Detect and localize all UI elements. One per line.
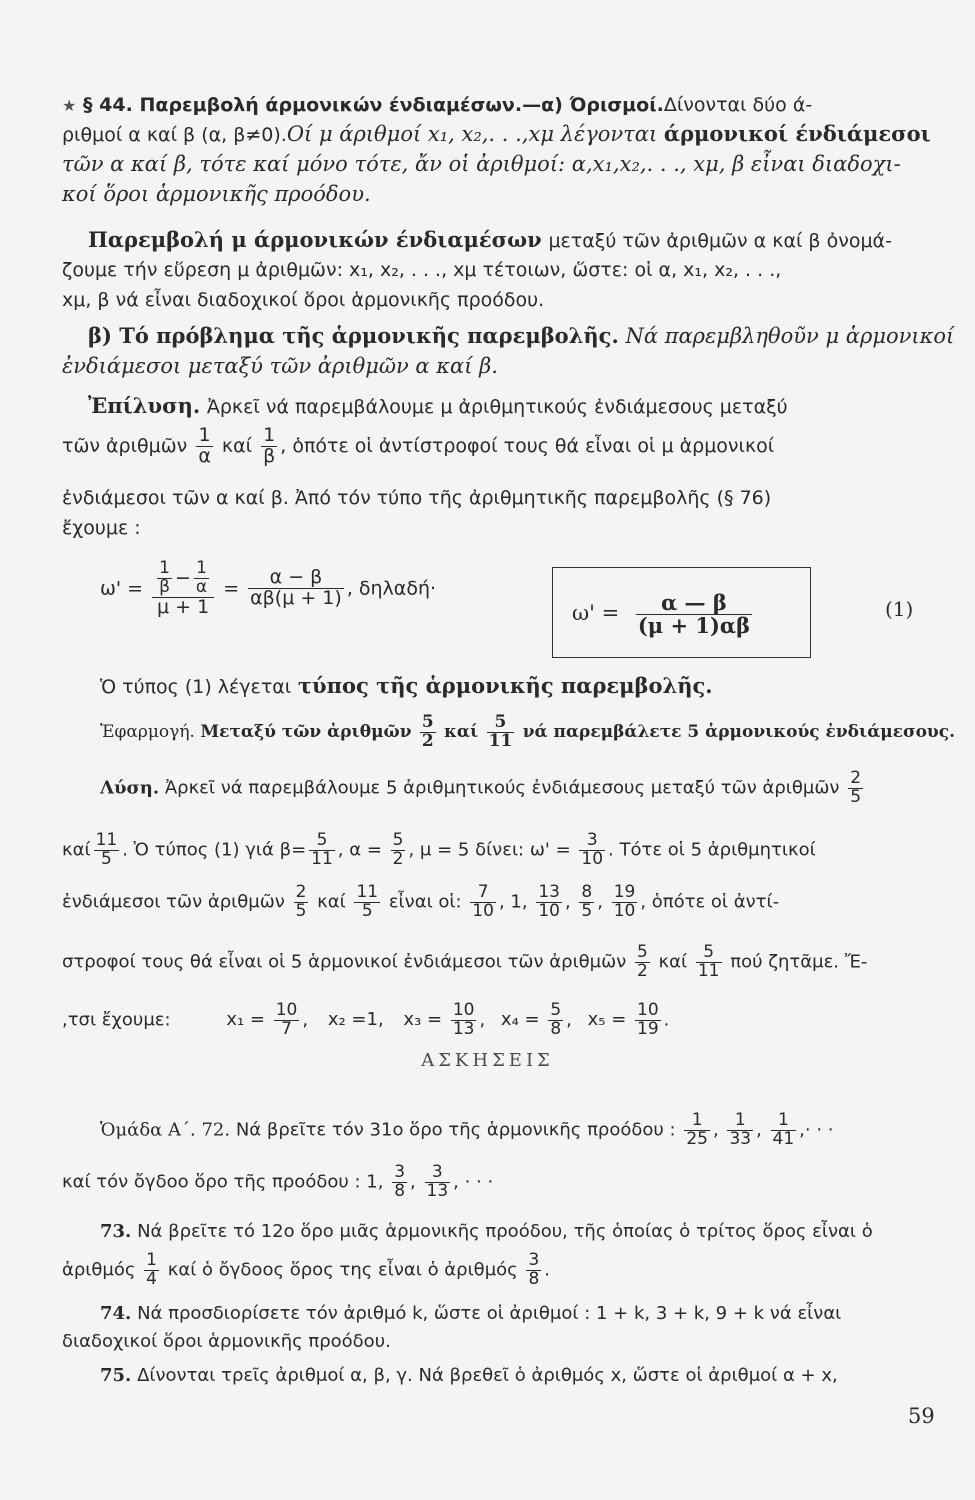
formula-compound-fraction: $\frac{1}{\beta}$ − $\frac{1}{\alpha}$ μ + 1 — [152, 560, 214, 618]
solution-bold: Ἐπίλυση. — [88, 393, 201, 418]
intro-line-4: κοί ὅροι ἁρμονικῆς προόδου. — [62, 182, 371, 206]
page-number: 59 — [908, 1404, 935, 1428]
application-label: Ἐφαρμογή. — [100, 721, 195, 742]
exercises-heading: ΑΣΚΗΣΕΙΣ — [421, 1050, 554, 1071]
problem-it1: Νά παρεμβληθοῦν μ ἁρμονικοί — [625, 324, 955, 348]
fraction-1-over-alpha: $\frac{1}{\alpha}$ — [198, 424, 211, 467]
solution-line3: ἐνδιάμεσοι τῶν α καί β. Ἀπό τόν τύπο τῆς ἀριθμητικῆς παρεμβολῆς (§ 76) — [62, 487, 772, 509]
application-line — [100, 712, 955, 751]
problem-line2: ἐνδιάμεσοι μεταξύ τῶν ἀριθμῶν α καί β. — [62, 354, 498, 378]
exercise-75-line1: 75. Δίνονται τρεῖς ἀριθμοί α, β, γ. Νά βρεθεῖ ὁ ἀριθμός x, ὥστε οἱ ἀριθμοί α + x, — [100, 1365, 838, 1386]
application-text2: νά παρεμβάλετε 5 ἁρμονικούς ἐνδιάμεσους. — [522, 721, 955, 742]
application-kai: καί — [444, 721, 479, 742]
application-text1: Μεταξύ τῶν ἀριθμῶν — [200, 721, 412, 742]
section-number: § 44. — [83, 94, 133, 116]
typos-pre: Ὁ τύπος (1) λέγεται — [100, 676, 292, 698]
typos-bold: τύπος τῆς ἁρμονικῆς παρεμβολῆς. — [297, 673, 713, 698]
formula-fraction-2: $\frac{\alpha - \beta}{\alpha\beta(\mu + 1)}$ — [250, 566, 342, 610]
exercise-74-line1: 74. Νά προσδιορίσετε τόν ἀριθμό k, ὥστε οἱ ἀριθμοί : 1 + k, 3 + k, 9 + k νά εἶναι — [100, 1303, 842, 1324]
exercise-73-line1: 73. Νά βρεῖτε τό 12ο ὅρο μιᾶς ἁρμονικῆς προόδου, τῆς ὁποίας ὁ τρίτος ὅρος εἶναι ὁ — [100, 1221, 873, 1242]
star-icon: ★ — [62, 96, 77, 115]
lysi-label: Λύση. — [100, 777, 160, 799]
fraction-2-5: $\frac{2}{5}$ — [850, 768, 862, 807]
lysi-line5: ,τσι ἔχουμε: x₁ = $\frac{10}{7}$ , x₂ =1, x₃ = $\frac{10}{13}$ , x₄ = $\frac{5}{8}$ , x₅ = $\frac{10}{19}$ . — [62, 1000, 670, 1039]
fraction-11-5: $\frac{11}{5}$ — [95, 830, 118, 869]
section-heading-line — [62, 90, 923, 120]
solution-text2b: , ὁπότε οἱ ἀντίστροφοί τους θά εἶναι οἱ μ ἁρμονικοί — [280, 434, 775, 457]
formula-eq: = — [223, 577, 240, 600]
para1-line1 — [88, 226, 923, 255]
problem-bold: β) Τό πρόβλημα τῆς ἁρμονικῆς παρεμβολῆς. — [88, 323, 619, 348]
solution-line2 — [62, 426, 923, 467]
intro-line-3: τῶν α καί β, τότε καί μόνο τότε, ἄν οἱ ἀριθμοί: α,x₁,x₂,. . ., xμ, β εἶναι διαδοχι- — [62, 152, 901, 176]
solution-text2a: τῶν ἀριθμῶν — [62, 434, 188, 457]
para1-text1: μεταξύ τῶν ἀριθμῶν α καί β ὀνομά- — [548, 230, 892, 252]
lysi-line1 — [100, 770, 923, 807]
intro-line-1: Δίνονται δύο ά- — [663, 94, 813, 116]
section-sub-a: —α) Όρισμοί. — [522, 94, 664, 116]
box-fraction: $\frac{\alpha — \beta}{(\mu + 1)\alpha\beta}$ — [637, 590, 751, 639]
fraction-5-11: $\frac{5}{11}$ — [488, 712, 513, 751]
typos-line — [100, 672, 923, 701]
boxed-formula-content — [572, 592, 755, 637]
exercise-72-line2: καί τόν ὄγδοο ὅρο τῆς προόδου : 1, $\frac{3}{8}$ , $\frac{3}{13}$ , · · · — [62, 1162, 494, 1201]
exercise-74-line2: διαδοχικοί ὅροι ἁρμονικῆς προόδου. — [62, 1331, 391, 1352]
box-lhs: ω' = — [572, 601, 620, 626]
solution-line4: ἔχουμε : — [62, 517, 141, 539]
fraction-1-over-beta: $\frac{1}{\beta}$ — [263, 424, 276, 467]
solution-line1 — [88, 392, 923, 421]
lysi-text1: Ἀρκεῖ νά παρεμβάλουμε 5 ἀριθμητικούς ἐνδιάμεσους μεταξύ τῶν ἀριθμῶν — [164, 777, 840, 799]
section-title: Παρεμβολή άρμονικών ένδιαμέσων. — [139, 94, 523, 116]
fraction-5-2: $\frac{5}{2}$ — [421, 712, 434, 751]
equation-label: (1) — [885, 597, 914, 621]
para1-line3: xμ, β νά εἶναι διαδοχικοί ὅροι ἁρμονικῆς προόδου. — [62, 289, 545, 311]
exercise-73-line2: ἀριθμός $\frac{1}{4}$ καί ὁ ὄγδοος ὅρος της εἶναι ὁ ἀριθμός $\frac{3}{8}$ . — [62, 1250, 551, 1289]
lysi-line3: ἐνδιάμεσοι τῶν ἀριθμῶν $\frac{2}{5}$ καί $\frac{11}{5}$ εἶναι οἱ: $\frac{7}{10}$ , 1, $\frac{13}{10}$ , $\frac{8}{5}$ , $\frac{19}{10}$ , ὁπότε οἱ ἀντί- — [62, 882, 780, 921]
lysi-line4: στροφοί τους θά εἶναι οἱ 5 ἁρμονικοί ἐνδιάμεσοι τῶν ἀριθμῶν $\frac{5}{2}$ καί $\frac{5}{11}$ πού ζητᾶμε. Ἔ- — [62, 942, 868, 981]
problem-line1 — [88, 322, 955, 350]
solution-text1: Ἀρκεῖ νά παρεμβάλουμε μ ἀριθμητικούς ἐνδιάμεσους μεταξύ — [206, 396, 788, 418]
intro-2b: Οί μ άριθμοί x₁, x₂,. . .,xμ λέγονται — [286, 122, 658, 146]
lysi-line2: καί $\frac{11}{5}$ . Ὁ τύπος (1) γιά β= $\frac{5}{11}$ , α = $\frac{5}{2}$ , μ = 5 δίνει: ω' = $\frac{3}{10}$ . Τότε οἱ 5 ἀριθμητικοί — [62, 830, 816, 869]
intro-2a: ριθμοί α καί β (α, β≠0). — [62, 124, 287, 146]
para1-line2: ζουμε τήν εὕρεση μ ἀριθμῶν: x₁, x₂, . . ., xμ τέτοιων, ὥστε: οἱ α, x₁, x₂, . . ., — [62, 259, 782, 281]
solution-kai: καί — [221, 434, 253, 457]
intro-2c: άρμονικοί ένδιάμεσοι — [663, 121, 931, 146]
formula-omega: ω' = — [100, 577, 144, 600]
formula-dilady: , δηλαδή· — [346, 577, 437, 600]
intro-line-2 — [62, 120, 931, 149]
exercise-72-line1: Ὁμάδα Α΄. 72. Νά βρεῖτε τόν 31ο ὅρο τῆς ἁρμονικῆς προόδου : $\frac{1}{25}$ , $\frac{1}{33}$ , $\frac{1}{41}$ ,· · · — [100, 1110, 834, 1149]
para1-bold: Παρεμβολή μ άρμονικών ένδιαμέσων — [88, 227, 542, 252]
